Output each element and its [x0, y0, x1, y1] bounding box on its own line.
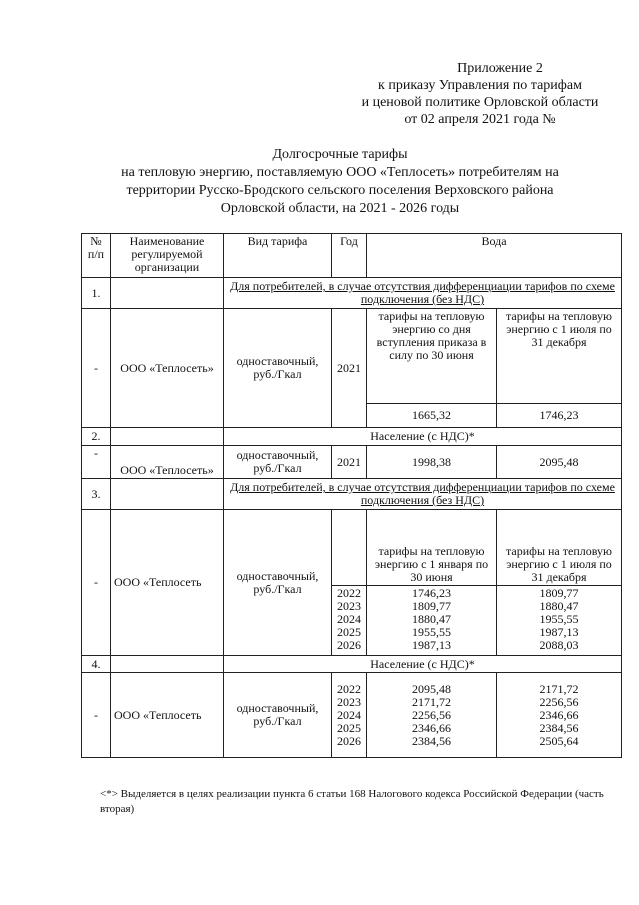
- empty-cell: [111, 278, 224, 309]
- org-name: ООО «Теплосеть: [111, 673, 224, 758]
- title-line: на тепловую энергию, поставляемую ООО «Теплосеть» потребителям на: [121, 165, 559, 180]
- section-num: 2.: [82, 428, 111, 446]
- tariff-type: одноставочный, руб./Гкал: [224, 510, 332, 656]
- title-line: Долгосрочные тарифы: [272, 147, 408, 162]
- header-tariff-type: Вид тарифа: [224, 234, 332, 278]
- value-cell: 2171,72: [412, 694, 451, 709]
- year-cell: 2023: [337, 694, 361, 709]
- value-cell: 1665,32: [367, 404, 497, 428]
- period2-header: тарифы на тепловую энергию с 1 июля по 31 декабря: [497, 309, 622, 404]
- tariff-type: одноставочный, руб./Гкал: [224, 446, 332, 479]
- section-row: [82, 479, 622, 510]
- section-row: [82, 278, 622, 309]
- year-cell: 2022: [337, 681, 361, 696]
- value-cell: 1809,77: [412, 599, 451, 613]
- table-row: [82, 510, 622, 586]
- section-title: Для потребителей, в случае отсутствия дифференциации тарифов по схеме подключения (без НДС): [224, 278, 622, 309]
- table-row: [82, 309, 622, 404]
- row-dash: -: [82, 510, 111, 656]
- table-row: [82, 673, 622, 758]
- value-cell: 2095,48: [412, 681, 451, 696]
- section-num: 3.: [82, 479, 111, 510]
- empty-cell: [111, 428, 224, 446]
- value-cell: 2346,66: [539, 707, 579, 722]
- value-list: [497, 586, 622, 656]
- value-cell: 2256,56: [539, 694, 579, 709]
- appendix-line: к приказу Управления по тарифам: [378, 78, 582, 93]
- title-line: территории Русско-Бродского сельского поселения Верховского района: [126, 183, 554, 198]
- document-title: [80, 146, 600, 218]
- value-cell: 1746,23: [497, 404, 622, 428]
- org-name: ООО «Теплосеть»: [111, 309, 224, 428]
- value-cell: 1880,47: [412, 612, 451, 626]
- year-cell: 2021: [332, 309, 367, 428]
- org-name: ООО «Теплосеть: [111, 510, 224, 656]
- title-line: Орловской области, на 2021 - 2026 годы: [220, 201, 460, 216]
- value-list: [367, 673, 497, 758]
- value-cell: 2256,56: [412, 707, 451, 722]
- table-row: [82, 446, 622, 479]
- value-cell: 1987,13: [412, 638, 451, 652]
- section-title: Для потребителей, в случае отсутствия дифференциации тарифов по схеме подключения (без НДС): [224, 479, 622, 510]
- row-dash: -: [82, 673, 111, 758]
- section-title: Население (с НДС)*: [224, 428, 622, 446]
- year-cell: 2023: [337, 599, 361, 613]
- table-header-row: [82, 234, 622, 278]
- tariff-table: [81, 233, 622, 758]
- appendix-line: и ценовой политике Орловской области: [361, 95, 599, 110]
- period2-header: тарифы на тепловую энергию с 1 июля по 31 декабря: [497, 510, 622, 586]
- header-org: Наименование регулируемой организации: [111, 234, 224, 278]
- period1-header: тарифы на тепловую энергию со дня вступления приказа в силу по 30 июня: [367, 309, 497, 404]
- value-cell: 2095,48: [497, 446, 622, 479]
- value-cell: 2346,66: [412, 720, 451, 735]
- footnote: <*> Выделяется в целях реализации пункта 6 статьи 168 Налогового кодекса Российской Федерации (часть вторая): [100, 788, 604, 815]
- appendix-block: [340, 60, 620, 128]
- header-water: Вода: [367, 234, 622, 278]
- empty-cell: [332, 510, 367, 586]
- tariff-type: одноставочный, руб./Гкал: [224, 673, 332, 758]
- section-row: [82, 428, 622, 446]
- empty-cell: [111, 656, 224, 673]
- value-cell: 1987,13: [539, 625, 579, 639]
- section-num: 4.: [82, 656, 111, 673]
- header-year: Год: [332, 234, 367, 278]
- section-num: 1.: [82, 278, 111, 309]
- value-cell: 1809,77: [539, 586, 579, 600]
- value-cell: 2171,72: [539, 681, 579, 696]
- value-cell: 2384,56: [539, 720, 579, 735]
- appendix-line: от 02 апреля 2021 года №: [404, 112, 556, 127]
- section-row: [82, 656, 622, 673]
- tariff-type: одноставочный, руб./Гкал: [224, 309, 332, 428]
- year-cell: 2024: [337, 707, 361, 722]
- year-cell: 2025: [337, 720, 361, 735]
- year-list: [332, 673, 367, 758]
- year-cell: 2026: [337, 733, 361, 748]
- value-cell: 2384,56: [412, 733, 451, 748]
- header-num: № п/п: [82, 234, 111, 278]
- year-list: [332, 586, 367, 656]
- year-cell: 2025: [337, 625, 361, 639]
- row-dash: -: [82, 446, 111, 479]
- year-cell: 2022: [337, 586, 361, 600]
- empty-cell: [111, 479, 224, 510]
- value-cell: 1746,23: [412, 586, 451, 600]
- value-cell: 1955,55: [539, 612, 579, 626]
- value-cell: 2505,64: [539, 733, 579, 748]
- value-cell: 1880,47: [539, 599, 579, 613]
- value-list: [367, 586, 497, 656]
- period1-header: тарифы на тепловую энергию с 1 января по 30 июня: [367, 510, 497, 586]
- appendix-line: Приложение 2: [457, 61, 543, 76]
- year-cell: 2021: [332, 446, 367, 479]
- year-cell: 2024: [337, 612, 361, 626]
- value-cell: 1955,55: [412, 625, 451, 639]
- value-list: [497, 673, 622, 758]
- section-title: Население (с НДС)*: [224, 656, 622, 673]
- value-cell: 1998,38: [367, 446, 497, 479]
- value-cell: 2088,03: [539, 638, 579, 652]
- row-dash: -: [82, 309, 111, 428]
- org-name: ООО «Теплосеть»: [111, 446, 224, 479]
- year-cell: 2026: [337, 638, 361, 652]
